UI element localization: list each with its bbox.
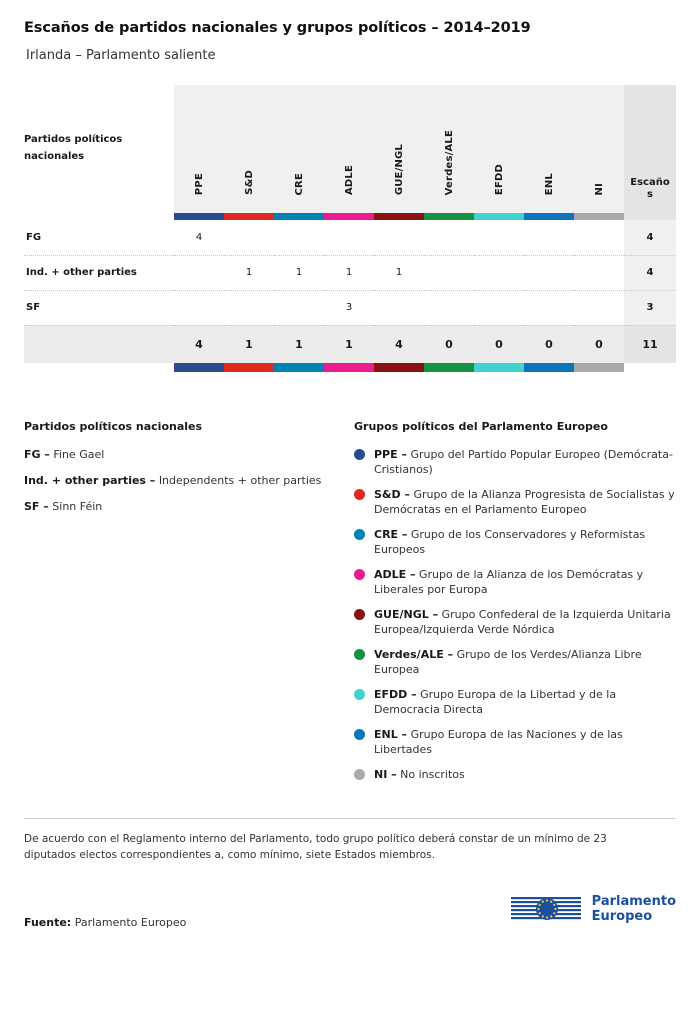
legend-group-name: Grupo Confederal de la Izquierda Unitaria Europea/Izquierda Verde Nórdica (374, 608, 671, 636)
legend-group-text (374, 607, 676, 637)
cell-2-1 (224, 290, 274, 325)
color-swatch-bottom-gue-ngl (374, 363, 424, 372)
cell-2-7 (524, 290, 574, 325)
cell-1-5 (424, 255, 474, 290)
color-swatch-s-d (224, 213, 274, 220)
color-swatch-bottom-efdd (474, 363, 524, 372)
legend-group-text (374, 647, 676, 677)
color-swatch-ni (574, 213, 624, 220)
source-value: Parlamento Europeo (74, 916, 187, 929)
color-swatch-bottom-enl (524, 363, 574, 372)
row-total: 4 (624, 220, 676, 255)
legend-group-abbr: GUE/NGL – (374, 608, 439, 621)
color-swatch-enl (524, 213, 574, 220)
column-header-ni: NI (574, 85, 624, 213)
legend-group-item (354, 607, 676, 637)
group-color-bar-bottom (24, 363, 676, 372)
cell-1-1: 1 (224, 255, 274, 290)
legend-color-dot-icon (354, 449, 365, 460)
color-swatch-ppe (174, 213, 224, 220)
color-swatch-bottom-cre (274, 363, 324, 372)
total-ppe: 4 (174, 325, 224, 363)
table-row (24, 255, 676, 290)
color-swatch-bottom-ppe (174, 363, 224, 372)
color-swatch-bottom-adle (324, 363, 374, 372)
footnote: De acuerdo con el Reglamento interno del Parlamento, todo grupo político deberá constar de un mínimo de 23 diputados electos correspondientes a, como mínimo, siete Estados miembros. (24, 833, 607, 861)
grand-total: 11 (624, 325, 676, 363)
legend-group-item (354, 447, 676, 477)
row-header-label: Partidos políticos nacionales (24, 134, 123, 162)
legend (24, 420, 676, 792)
totals-label (24, 325, 174, 363)
total-gue-ngl: 4 (374, 325, 424, 363)
total-s-d: 1 (224, 325, 274, 363)
table-row (24, 290, 676, 325)
cell-0-6 (474, 220, 524, 255)
legend-group-text (374, 487, 676, 517)
legend-group-text (374, 447, 676, 477)
legend-color-dot-icon (354, 609, 365, 620)
source-label: Fuente: (24, 916, 72, 929)
cell-0-8 (574, 220, 624, 255)
color-swatch-efdd (474, 213, 524, 220)
color-swatch-bottom-s-d (224, 363, 274, 372)
cell-2-5 (424, 290, 474, 325)
legend-group-name: No inscritos (400, 768, 465, 781)
column-header-efdd: EFDD (474, 85, 524, 213)
page-title: Escaños de partidos nacionales y grupos políticos – 2014–2019 (24, 20, 531, 36)
legend-group-abbr: PPE – (374, 448, 407, 461)
column-header-s-d: S&D (224, 85, 274, 213)
legend-national-name: Independents + other parties (158, 474, 322, 487)
cell-1-0 (174, 255, 224, 290)
total-adle: 1 (324, 325, 374, 363)
cell-2-6 (474, 290, 524, 325)
row-party-name: Ind. + other parties (24, 255, 174, 290)
legend-group-name: Grupo Europa de la Libertad y de la Democracia Directa (374, 688, 617, 716)
table-header-row (24, 85, 676, 213)
cell-2-8 (574, 290, 624, 325)
column-header-ppe: PPE (174, 85, 224, 213)
legend-group-text (374, 727, 676, 757)
legend-color-dot-icon (354, 569, 365, 580)
legend-national-item (24, 499, 338, 514)
column-header-gue-ngl: GUE/NGL (374, 85, 424, 213)
legend-national-item (24, 447, 338, 462)
legend-group-item (354, 727, 676, 757)
seats-table (24, 85, 676, 372)
legend-color-dot-icon (354, 489, 365, 500)
page-subtitle: Irlanda – Parlamento saliente (26, 48, 216, 63)
legend-national-abbr: FG – (24, 448, 50, 461)
cell-1-2: 1 (274, 255, 324, 290)
cell-1-4: 1 (374, 255, 424, 290)
total-ni: 0 (574, 325, 624, 363)
row-total: 3 (624, 290, 676, 325)
color-swatch-adle (324, 213, 374, 220)
legend-groups (354, 420, 676, 792)
legend-group-item (354, 767, 676, 782)
legend-group-item (354, 687, 676, 717)
row-party-name: SF (24, 290, 174, 325)
legend-national-name: Fine Gael (53, 448, 105, 461)
column-header-adle: ADLE (324, 85, 374, 213)
legend-group-item (354, 647, 676, 677)
cell-1-7 (524, 255, 574, 290)
ep-logo (509, 889, 676, 929)
cell-0-2 (274, 220, 324, 255)
legend-group-item (354, 527, 676, 557)
legend-color-dot-icon (354, 769, 365, 780)
ep-flag-icon (509, 889, 583, 929)
cell-2-0 (174, 290, 224, 325)
color-swatch-bottom-ni (574, 363, 624, 372)
total-efdd: 0 (474, 325, 524, 363)
column-header-total: Escaños (624, 85, 676, 213)
source (24, 916, 186, 929)
legend-group-abbr: ADLE – (374, 568, 416, 581)
legend-group-name: Grupo de los Conservadores y Reformistas Europeos (374, 528, 646, 556)
total-enl: 0 (524, 325, 574, 363)
legend-group-abbr: CRE – (374, 528, 408, 541)
legend-group-name: Grupo de la Alianza Progresista de Socialistas y Demócratas en el Parlamento Europeo (374, 488, 675, 516)
total-verdes-ale: 0 (424, 325, 474, 363)
table-totals-row (24, 325, 676, 363)
cell-0-0: 4 (174, 220, 224, 255)
legend-group-text (374, 687, 676, 717)
cell-2-4 (374, 290, 424, 325)
legend-national-item (24, 473, 338, 488)
ep-logo-line1: Parlamento (591, 894, 676, 909)
seats-table-container (24, 85, 676, 372)
color-swatch-verdes-ale (424, 213, 474, 220)
legend-group-abbr: ENL – (374, 728, 408, 741)
legend-group-abbr: NI – (374, 768, 397, 781)
legend-group-name: Grupo de la Alianza de los Demócratas y Liberales por Europa (374, 568, 644, 596)
color-swatch-bottom-verdes-ale (424, 363, 474, 372)
cell-1-8 (574, 255, 624, 290)
total-cre: 1 (274, 325, 324, 363)
cell-2-3: 3 (324, 290, 374, 325)
ep-logo-text (592, 894, 676, 924)
row-total: 4 (624, 255, 676, 290)
legend-color-dot-icon (354, 529, 365, 540)
legend-group-text (374, 567, 676, 597)
column-header-enl: ENL (524, 85, 574, 213)
legend-national-abbr: Ind. + other parties – (24, 474, 156, 487)
ep-logo-line2: Europeo (591, 909, 653, 924)
cell-0-3 (324, 220, 374, 255)
column-header-verdes-ale: Verdes/ALE (424, 85, 474, 213)
legend-color-dot-icon (354, 729, 365, 740)
legend-group-text (374, 767, 465, 782)
legend-national-abbr: SF – (24, 500, 49, 513)
legend-group-item (354, 487, 676, 517)
cell-0-5 (424, 220, 474, 255)
legend-group-abbr: EFDD – (374, 688, 417, 701)
cell-0-7 (524, 220, 574, 255)
legend-groups-heading: Grupos políticos del Parlamento Europeo (354, 420, 608, 433)
cell-1-3: 1 (324, 255, 374, 290)
legend-group-abbr: S&D – (374, 488, 410, 501)
group-color-bar (24, 213, 676, 220)
row-party-name: FG (24, 220, 174, 255)
legend-group-name: Grupo de los Verdes/Alianza Libre Europea (374, 648, 642, 676)
color-swatch-gue-ngl (374, 213, 424, 220)
legend-color-dot-icon (354, 649, 365, 660)
legend-national-heading: Partidos políticos nacionales (24, 420, 203, 433)
color-swatch-cre (274, 213, 324, 220)
cell-2-2 (274, 290, 324, 325)
legend-group-item (354, 567, 676, 597)
legend-group-text (374, 527, 676, 557)
legend-national (24, 420, 354, 792)
source-row (24, 889, 676, 929)
cell-0-4 (374, 220, 424, 255)
cell-0-1 (224, 220, 274, 255)
table-row (24, 220, 676, 255)
legend-group-name: Grupo Europa de las Naciones y de las Libertades (374, 728, 623, 756)
legend-group-abbr: Verdes/ALE – (374, 648, 454, 661)
column-header-cre: CRE (274, 85, 324, 213)
legend-color-dot-icon (354, 689, 365, 700)
cell-1-6 (474, 255, 524, 290)
legend-national-name: Sinn Féin (52, 500, 103, 513)
legend-group-name: Grupo del Partido Popular Europeo (Demócrata-Cristianos) (374, 448, 673, 476)
